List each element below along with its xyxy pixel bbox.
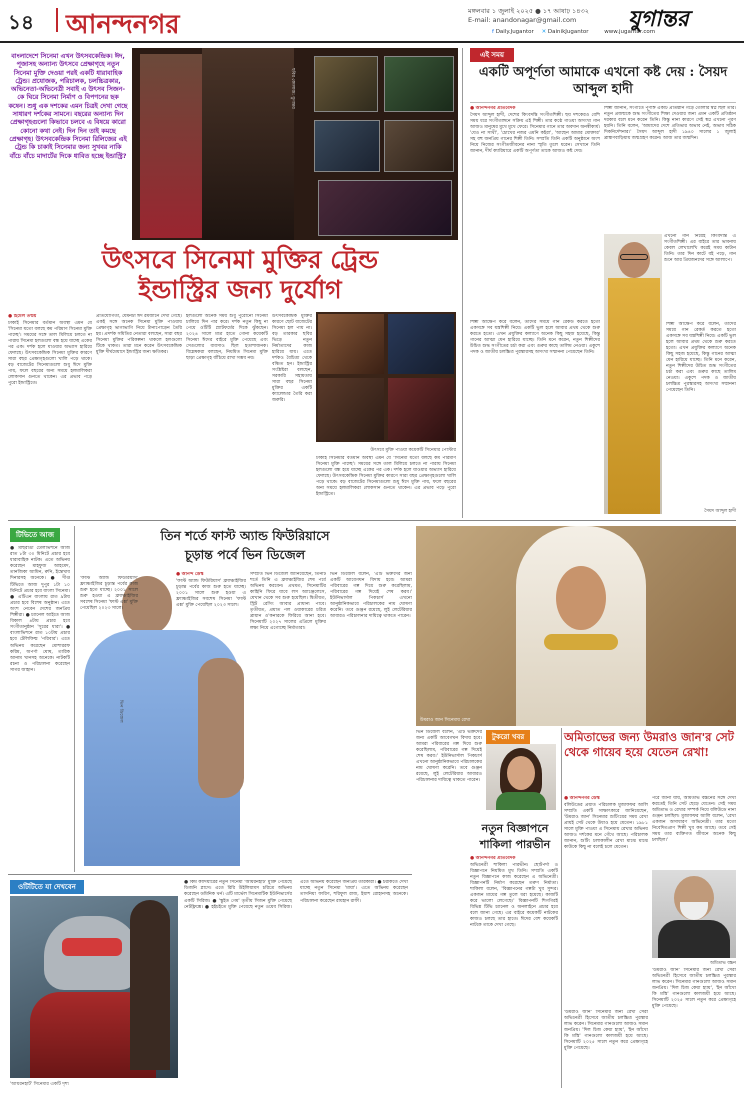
vin-lead-text: 'ফাস্ট অ্যান্ড ফিউরিয়াস' ফ্র্যাঞ্চাইজির চূড়ান্ত পর্বের কাজ শুরু হতে যাচ্ছে। ২০০১ সালে শুরু হওয়া এ ফ্র্যাঞ্চাইজির সবশেষ সিনেমা 'ফাস্ট এক্স' মুক্তি পেয়েছিল ২০২৩ সালে। [80, 576, 138, 611]
amitabh-caption: অমিতাভ বচ্চন [710, 961, 736, 966]
lead-photo-collage [132, 48, 458, 240]
header-rule [0, 41, 744, 43]
rekha-col-2: পরে জানা যায়, অমিতাভ বচ্চনের সঙ্গে দেখা করতেই তিনি সেট ছেড়ে যেতেন। সেই সময় অমিতাভ ও রেখার সম্পর্ক নিয়ে বলিউডে নানা গুঞ্জন চলছিল। মুজাফফর আলি বলেন, 'রেখা একজন অসাধারণ অভিনেত্রী। তার মতো নিবেদিতপ্রাণ শিল্পী খুব কম আছে। তবে সেই সময় তার ব্যক্তিগত জীবনে অনেক কিছু চলছিল।' [652, 796, 736, 843]
lead-body-col-4: উৎসবকেন্দ্রিক মুক্তির কারণে ছোট বাজেটের সিনেমা হল পায় না। বড় তারকার ছবির ভিড়ে নতুন নির্মাতাদের কাজ হারিয়ে যায়। এতে দর্শকও বৈচিত্র্য থেকে বঞ্চিত হন। ইন্ডাস্ট্রির সংশ্লিষ্টরা বলছেন, সরকারি সহায়তায় সারা বছর সিনেমা মুক্তির একটি ক্যালেন্ডার তৈরি করা জরুরি। [272, 314, 312, 403]
vin-photo-caption: ভিন ডিজেল [118, 700, 123, 723]
shakila-dress [496, 792, 546, 810]
shakila-photo [486, 744, 556, 810]
ott-photo-caption: 'আয়রনহার্ট' সিনেমার একটি দৃশ্য [10, 1082, 69, 1087]
rekha-face [556, 566, 606, 630]
lead-intro: বাংলাদেশে সিনেমা এখন উৎসবকেন্দ্রিক। ঈদ, পূজাসহ অন্যান্য উৎসবে প্রেক্ষাগৃহে নতুন সিনেমা মুক্তি দেওয়া পরই একটি ধারাবাহিক ট্রেন্ড। প্রযোজক, পরিচালক, চলচ্চিত্রকার, অভিনেতা-অভিনেত্রী সবাই এ উৎসব সিজন-কে ঘিরে সিনেমা নির্মাণ ও বিপণনের ছক কষেন। শুধু এক দশকের এমন চিত্রই দেখা গেছে সাধারণ দর্শকের সামনে। বছরের অন্যান্য দিন প্রেক্ষাগৃহগুলো কিভাবে চলবে এ বিষয়ে কারো কোনো কথা নেই। দিন দিন তাই কমছে প্রেক্ষাগৃহ। উৎসবকেন্দ্রিক সিনেমা রিলিজের এই ট্রেন্ড কি চাকাই সিনেমার জন্য সুখবর নাকি বাঁচে বাঁচে মাদার্টের দিকে ধাবিত হচ্ছে ইন্ডাস্ট্রি? [8, 52, 128, 160]
tv-body: ● মাছরাঙা টেলিভিশনে আজ রাত ৮টা ৩০ মিনিটে প্রচার হবে ধারাবাহিক নাটক। এতে অভিনয় করেছেন মাহফুজ আহমেদ, তানজিকা আমিন, রুনি, ইন্তেখাব দিনারসহ অনেকে। ● দীপ্ত টিভিতে আজ দুপুর ১টা ১০ মিনিটে প্রচার হবে বাংলা সিনেমা। ● এটিএন বাংলায় রাত ৯টায় প্রচার হবে বিশেষ অনুষ্ঠান। এতে অংশ নেবেন দেশের জনপ্রিয় শিল্পীরা। ● চ্যানেল আইতে আজ বিকাল ৪টায় প্রচার হবে সংগীতানুষ্ঠান 'সুরের ধারা'। ● বাংলাভিশনে রাত ১০টায় প্রচার হবে টেলিফিল্ম 'পরিবার'। এতে অভিনয় করেছেন মোশাররফ করিম, অপর্ণা ঘোষ, তারিক আনাম খানসহ অনেকে। নাটকটি রচনা ও পরিচালনা করেছেন সাগর জাহান। [10, 546, 70, 673]
website-link[interactable]: www.jugantor.com [604, 29, 656, 35]
email: E-mail: anandonagar@gmail.com [468, 16, 577, 24]
interview-side-note: এখনো গান নিয়েই কিংবদন্তি এ সংগীতশিল্পী। এর বাইরে তার ভাবনায় কেবল লেখালেখি করেই সময় কাটান তিনি। তার দিন কাটে বই পড়ে, গান শুনে আর প্রিয়জনদের সঙ্গে আলাপে। [664, 234, 736, 263]
ott-tag: ওটিটিতে যা দেখবেন [10, 880, 84, 894]
ironheart-visor [62, 938, 122, 956]
singer-body [608, 278, 660, 514]
poster-thumb-1 [314, 56, 378, 112]
interview-col-1b: শিল্পী আক্ষেপ করে বলেন, তাদের সময়ে গান রেকর্ড করতে হতো একসঙ্গে সব যন্ত্রশিল্পী নিয়ে। একটি ভুল হলে আবার প্রথম থেকে শুরু করতে হতো। এখন প্রযুক্তির কল্যাণে অনেক কিছু সহজ হয়েছে, কিন্তু গানের আত্মা যেন হারিয়ে যাচ্ছে। তিনি মনে করেন, নতুন শিল্পীদের উচিত শুদ্ধ সংগীতের চর্চা করা এবং গুরুর কাছে তালিম নেওয়া। একুশে পদক ও জাতীয় চলচ্চিত্র পুরস্কারসহ অসংখ্য সম্মাননা পেয়েছেন তিনি। [470, 320, 600, 355]
brand-logo: যুগান্তর [628, 6, 689, 32]
shakila-face [507, 756, 535, 790]
strip-poster-2 [388, 314, 454, 374]
rekha-photo-caption: উমরাও জান সিনেমায় রেখা [420, 718, 471, 723]
shakila-headline-1: নতুন বিজ্ঞাপনে [481, 822, 549, 835]
lead-headline-1: উৎসবে সিনেমা মুক্তির ট্রেন্ড [101, 245, 379, 274]
rekha-jewelry [544, 634, 618, 650]
interview-rule [470, 102, 736, 103]
interview-byline: ● আনন্দনগর প্রতিবেদক [470, 106, 516, 111]
rekha-headline: অমিতাভের জন্য উমরাও জান'র সেট থেকে গায়েব হয়ে যেতেন রেখা! [564, 730, 734, 759]
shakila-body-text: অভিনেত্রী শাকিলা পারভীন। ছোটপর্দা ও বিজ্ঞাপনে নিয়মিত মুখ তিনি। সম্প্রতি একটি নতুন বিজ্ঞাপনে কাজ করেছেন এ অভিনেত্রী। বিজ্ঞাপনটি নির্মাণ করেছেন তরুণ নির্মাতা। শাকিলা বলেন, 'বিজ্ঞাপনের গল্পটা খুব সুন্দর। একজন মায়ের গল্প তুলে ধরা হয়েছে। কাজটি করে ভালো লেগেছে।' বিজ্ঞাপনটি শিগগিরই বিভিন্ন টিভি চ্যানেল ও অনলাইনে প্রচার হবে বলে জানা গেছে। এর বাইরে কয়েকটি নাটকের কাজও চলছে তার হাতে। ঈদের বেশ কয়েকটি নাটকে তাকে দেখা গেছে। [470, 863, 558, 928]
tukro-tag: টুকরো খবর [486, 730, 530, 744]
shakila-body [470, 856, 558, 1088]
social-facebook[interactable]: Daily.Jugantor [495, 29, 534, 35]
interview-tag: এই সময় [470, 48, 514, 62]
page-number: ১৪ [8, 10, 34, 34]
vin-col-1 [176, 572, 246, 866]
rekha-col-3: 'উমরাও জান' সিনেমার জন্য রেখা সেরা অভিনেত্রী হিসেবে জাতীয় চলচ্চিত্র পুরস্কার লাভ করেন। সিনেমার গানগুলো আজও সমান জনপ্রিয়। 'দিল চিজ কেয়া হ্যায়', 'ইন আঁখো কি মস্তি' গানগুলো কালজয়ী হয়ে আছে। সিনেমাটি ২০২৫ সালে নতুন করে প্রেক্ষাগৃহে মুক্তি পেয়েছে। [652, 968, 736, 1009]
shakila-headline-2: শাকিলা পারভীন [479, 838, 551, 851]
vin-col-4: ভিন ডিজেল বলেন, 'এটি ভক্তদের জন্য একটি আবেগঘন বিদায় হবে। আমরা পরিবারের গল্প দিয়ে শুরু করেছিলাম, পরিবারের গল্প দিয়েই শেষ করব।' ইউনিভার্সাল পিকচার্স এখনো আনুষ্ঠানিকভাবে পরিচালকের নাম ঘোষণা করেনি। তবে গুঞ্জন রয়েছে, লুই লেটেরিয়ার আবারও পরিচালনার দায়িত্বে থাকতে পারেন। [416, 730, 482, 783]
strip-poster-4 [388, 378, 454, 440]
poster-thumb-2 [384, 56, 454, 112]
rekha-col-1b: 'উমরাও জান' সিনেমার জন্য রেখা সেরা অভিনেত্রী হিসেবে জাতীয় চলচ্চিত্র পুরস্কার লাভ করেন। সিনেমার গানগুলো আজও সমান জনপ্রিয়। 'দিল চিজ কেয়া হ্যায়', 'ইন আঁখো কি মস্তি' গানগুলো কালজয়ী হয়ে আছে। সিনেমাটি ২০২৫ সালে নতুন করে প্রেক্ষাগৃহে মুক্তি পেয়েছে। [564, 1010, 648, 1051]
section-rule-1 [8, 520, 736, 521]
social-bar [492, 29, 744, 39]
social-twitter[interactable]: DainikJugantor [547, 29, 589, 35]
poster-thumb-3 [314, 120, 380, 172]
interview-column-rule [462, 48, 463, 518]
ott-body: ● কিম কাদিয়ারের নতুন সিনেমা 'আয়রনহার্ট' মুক্তি পেয়েছে ডিজনি প্লাসে। এতে রিরি উইলিয়ামস চরিত্রে অভিনয় করেছেন ডমিনিক থর্ন। এটি মার্ভেল সিনেমাটিক ইউনিভার্সের একটি সিরিজ। ● 'স্কুইড গেম' তৃতীয় সিজন মুক্তি পেয়েছে নেটফ্লিক্সে। ● হইচইতে মুক্তি পেয়েছে নতুন ওয়েব সিরিজ। এতে অভিনয় করেছেন জনপ্রিয় তারকারা। ● চরকিতে দেখা যাচ্ছে নতুন সিনেমা 'মায়া'। এতে অভিনয় করেছেন তাসনিয়া ফারিণ, শরিফুল রাজ, ইয়াশ রোহানসহ অনেকে। পরিচালনা করেছেন রায়হান রাফী। [184, 880, 408, 910]
lead-body-col-3: হলগুলো অনেক সময় শুধু পুরোনো সিনেমা চালিয়ে দিন পার করে। দর্শক নতুন কিছু না পেয়ে ওটিটি প্ল্যাটফর্মের দিকে ঝুঁকছেন। ২০২৪ সালে মাত্র হাতে গোনা কয়েকটি সিনেমা ঈদের বাইরে মুক্তি পেয়েছে এবং সেগুলোর ব্যবসাও ছিল হতাশাজনক। বিশ্লেষকরা বলছেন, নিয়মিত সিনেমা মুক্তি ছাড়া প্রেক্ষাগৃহ বাঁচিয়ে রাখা সম্ভব নয়। [186, 314, 268, 361]
interview-photo [604, 234, 662, 514]
lead-byline: ● হিমেল তন্ময় [8, 314, 37, 319]
strip-caption: উৎসবে মুক্তি পাওয়া কয়েকটি সিনেমার পোস্টার [370, 448, 456, 453]
rekha-photo [416, 526, 736, 726]
interview-col-3b: শিল্পী আক্ষেপ করে বলেন, তাদের সময়ে গান রেকর্ড করতে হতো একসঙ্গে সব যন্ত্রশিল্পী নিয়ে। একটি ভুল হলে আবার প্রথম থেকে শুরু করতে হতো। এখন প্রযুক্তির কল্যাণে অনেক কিছু সহজ হয়েছে, কিন্তু গানের আত্মা যেন হারিয়ে যাচ্ছে। তিনি মনে করেন, নতুন শিল্পীদের উচিত শুদ্ধ সংগীতের চর্চা করা এবং গুরুর কাছে তালিম নেওয়া। একুশে পদক ও জাতীয় চলচ্চিত্র পুরস্কারসহ অসংখ্য সম্মাননা পেয়েছেন তিনি। [666, 322, 736, 393]
tv-column-rule [74, 526, 75, 872]
header-divider [56, 8, 58, 32]
vin-byline: ● আনন্দ ডেস্ক [176, 572, 204, 577]
section-rule-2 [8, 874, 412, 875]
actor-portrait [202, 48, 294, 240]
vin-body-text-1: 'ফাস্ট অ্যান্ড ফিউরিয়াস' ফ্র্যাঞ্চাইজির চূড়ান্ত পর্বের কাজ শুরু হতে যাচ্ছে। ২০০১ সালে শুরু হওয়া এ ফ্র্যাঞ্চাইজির সবশেষ সিনেমা 'ফাস্ট এক্স' মুক্তি পেয়েছিল ২০২৩ সালে। [176, 579, 246, 608]
interview-photo-caption: সৈয়দ আব্দুল হাদী [704, 509, 736, 514]
interview-col-1 [470, 106, 600, 316]
twitter-icon: ✕ [541, 29, 547, 35]
facebook-icon: f [492, 29, 494, 35]
vin-headline-2: চূড়ান্ত পর্বে ভিন ডিজেল [184, 547, 306, 562]
shakila-byline: ● আনন্দনগর প্রতিবেদক [470, 856, 516, 861]
singer-head [618, 242, 650, 278]
lead-body-col-1 [8, 314, 92, 514]
vin-headline-1: তিন শর্তে ফাস্ট অ্যান্ড ফিউরিয়াসে [160, 528, 330, 543]
interview-col-2: শিল্পী জানান, সংগীতে পূর্ণাঙ্গ একটি প্রতিষ্ঠান গড়ে তোলার স্বপ্ন ছিল তার। নতুন প্রজন্মকে শুদ্ধ সংগীতের শিক্ষা দেওয়ার জন্য এমন একটি প্রতিষ্ঠান দরকার বলে মনে করেন তিনি। কিন্তু নানা কারণে সেই স্বপ্ন এখনো পূরণ হয়নি। তিনি বলেন, 'আমাদের দেশে প্রতিভার অভাব নেই, অভাব সঠিক দিকনির্দেশনার।' সৈয়দ আব্দুল হাদী ১৯৪০ সালের ১ জুলাই ব্রাহ্মণবাড়িয়ায় জন্মগ্রহণ করেন। আজ তার জন্মদিন। [604, 106, 736, 141]
shakila-column-rule [561, 728, 562, 1088]
strip-poster-3 [318, 378, 384, 440]
interview-headline: একটি অপূর্ণতা আমাকে এখনো কষ্ট দেয় : সৈয়দ আব্দুল হাদী [478, 65, 728, 97]
vin-col-3: ভিন ডিজেল বলেন, 'এটি ভক্তদের জন্য একটি আবেগঘন বিদায় হবে। আমরা পরিবারের গল্প দিয়ে শুরু করেছিলাম, পরিবারের গল্প দিয়েই শেষ করব।' ইউনিভার্সাল পিকচার্স এখনো আনুষ্ঠানিকভাবে পরিচালকের নাম ঘোষণা করেনি। তবে গুঞ্জন রয়েছে, লুই লেটেরিয়ার আবারও পরিচালনার দায়িত্বে থাকতে পারেন। [330, 572, 412, 619]
amitabh-suit [658, 920, 730, 958]
interview-body-text-1: সৈয়দ আব্দুল হাদী, দেশের কিংবদন্তি সংগীতশিল্পী। ছয় দশকেরও বেশি সময় ধরে সংগীতাঙ্গনে সক্রিয় এই শিল্পী। তার কণ্ঠে গাওয়া অসংখ্য গান আজও মানুষের মুখে মুখে ফেরে। সিনেমার গানে তার অবদান অনস্বীকার্য। 'যেও না সাথী', 'চোখের নজর এমনি কইরা', 'আছেন আমার মোক্তার' সহ বহু জনপ্রিয় গানের শিল্পী তিনি। সম্প্রতি তিনি একটি অনুষ্ঠানে অংশ নিয়ে নিজের সংগীতজীবনের নানা স্মৃতি তুলে ধরেন। সেখানে তিনি জানান, দীর্ঘ ক্যারিয়ারে একটি অপূর্ণতা তাকে আজও কষ্ট দেয়। [470, 113, 600, 154]
section-title: আনন্দনগর [66, 10, 180, 40]
lead-headline-2: ইন্ডাস্ট্রির জন্য দুর্যোগ [138, 275, 342, 304]
vin-col-2: সম্প্রতি ভিন ডিজেল জানিয়েছেন, তিনটি শর্তে তিনি এ ফ্র্যাঞ্চাইজির শেষ পর্বে অভিনয় করবেন। প্রথমত, সিনেমাটির কাহিনি ফিরে যাবে লস অ্যাঞ্জেলেসে, যেখান থেকে সব শুরু হয়েছিল। দ্বিতীয়ত, স্ট্রিট রেসিং আবার প্রাধান্য পাবে। তৃতীয়ত, প্রয়াত পল ওয়াকারের চরিত্র ব্রায়ান ও'কনারকে ফিরিয়ে আনা হবে। সিনেমাটি ২০২৭ সালের এপ্রিলে মুক্তির লক্ষ্য নিয়ে এগোচ্ছে নির্মাতারা। [250, 572, 326, 631]
tv-tag: টিভিতে আজ [10, 528, 60, 542]
ironheart-person [130, 900, 170, 1070]
amitabh-photo [652, 870, 736, 958]
rekha-byline: ● আনন্দনগর ডেস্ক [564, 796, 600, 801]
lead-body-col-5: ঢাকাই সিনেমার বর্তমান অবস্থা এমন যে 'সিনেমা যতো বলছে কম পরিমাণ সিনেমা মুক্তি পাচ্ছে'। সময়ের সঙ্গে তাল মিলিয়ে চলতে না পারায় সিনেমা হলগুলো বন্ধ হয়ে যাচ্ছে একের পর এক। দর্শক হলে যাওয়ার অভ্যাস হারিয়ে ফেলছে। উৎসবকেন্দ্রিক সিনেমা মুক্তির কারণে সারা বছর প্রেক্ষাগৃহগুলো খালি পড়ে থাকে। বড় বাজেটের সিনেমাগুলো শুধু ঈদে মুক্তি পায়, ফলে বছরের অন্য সময়ে হলমালিকরা লোকসান গুনতে থাকেন। এর প্রভাব পড়ে পুরো ইন্ডাস্ট্রিতে। [316, 456, 456, 497]
ott-photo [10, 896, 178, 1078]
rekha-col-1 [564, 796, 648, 1006]
lead-body-text-1: ঢাকাই সিনেমার বর্তমান অবস্থা এমন যে 'সিনেমা যতো বলছে কম পরিমাণ সিনেমা মুক্তি পাচ্ছে'। সময়ের সঙ্গে তাল মিলিয়ে চলতে না পারায় সিনেমা হলগুলো বন্ধ হয়ে যাচ্ছে একের পর এক। দর্শক হলে যাওয়ার অভ্যাস হারিয়ে ফেলছে। উৎসবকেন্দ্রিক সিনেমা মুক্তির কারণে সারা বছর প্রেক্ষাগৃহগুলো খালি পড়ে থাকে। বড় বাজেটের সিনেমাগুলো শুধু ঈদে মুক্তি পায়, ফলে বছরের অন্য সময়ে হলমালিকরা লোকসান গুনতে থাকেন। এর প্রভাব পড়ে পুরো ইন্ডাস্ট্রিতে। [8, 321, 92, 386]
singer-glasses [620, 254, 648, 260]
photo-credit: ছবির কোলাজ: যুগান্তর [290, 68, 295, 109]
date-line: মঙ্গলবার ১ জুলাই ২০২৫ ● ১৭ আষাঢ় ১৪৩২ [468, 7, 589, 15]
page-header [0, 0, 744, 44]
rekha-body-text-1: বলিউডের প্রয়াত পরিচালক মুজাফফর আলি সম্প্রতি একটি সাক্ষাৎকারে জানিয়েছেন, 'উমরাও জান' সিনেমার শুটিংয়ের সময় রেখা প্রায়ই সেট থেকে উধাও হয়ে যেতেন। ১৯৮১ সালে মুক্তি পাওয়া এ সিনেমায় রেখার অভিনয় আজও দর্শকের মনে গেঁথে আছে। পরিচালক জানান, শুটিং চলাকালীন রেখা মাঝে মাঝে কাউকে কিছু না বলেই চলে যেতেন। [564, 803, 648, 850]
poster-thumb-4 [384, 120, 454, 172]
lead-body-col-2: প্রতিযোগিতা, যেমনটা ঈদ রমজানে দেখা গেছে। একই সঙ্গে অনেক সিনেমা মুক্তি পাওয়ায় প্রেক্ষাগৃহ ভাগাভাগি নিয়ে টানাপোড়েন তৈরি হয়। প্রদর্শক সমিতির নেতারা বলছেন, সারা বছর সিনেমা মুক্তির পরিকল্পনা থাকলে হলগুলো টিকে থাকত। তারা মনে করেন উৎসবকেন্দ্রিক মুক্তি দীর্ঘমেয়াদে ইন্ডাস্ট্রির জন্য ক্ষতিকর। [96, 314, 182, 355]
poster-strip [316, 312, 456, 442]
strip-poster-1 [318, 314, 384, 374]
poster-thumb-5 [318, 180, 452, 236]
